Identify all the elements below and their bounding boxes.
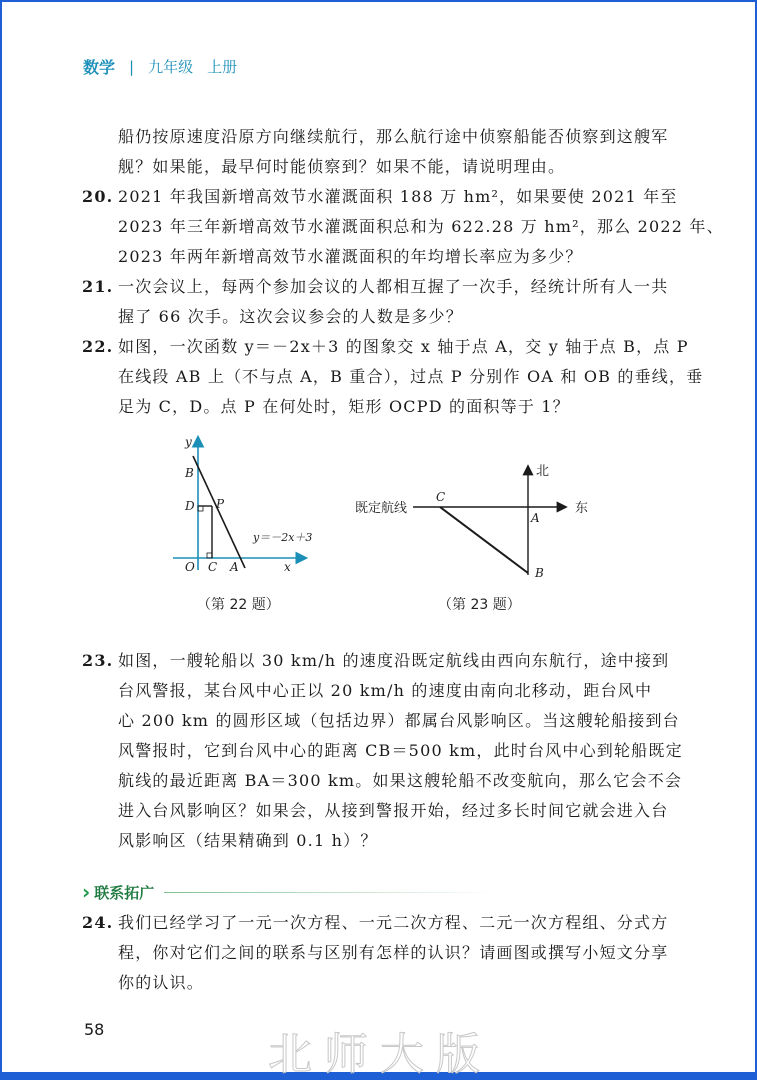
line-ab <box>193 456 245 568</box>
label-b23: B <box>535 566 544 580</box>
header-separator: | <box>129 57 135 76</box>
text-line: 进入台风影响区？如果会，从接到警报开始，经过多长时间它就会进入台 <box>118 801 669 820</box>
label-x: x <box>284 560 291 574</box>
problem-20: 20. 2021 年我国新增高效节水灌溉面积 188 万 hm²，如果要使 2021 年至 <box>82 182 682 212</box>
watermark: 北师大版 <box>268 1029 492 1080</box>
problem-number: 21. <box>82 277 114 296</box>
problem-24-block <box>82 908 682 998</box>
page-header <box>83 55 237 78</box>
equation-label: y＝－2x＋3 <box>253 531 313 544</box>
text-line: 2023 年两年新增高效节水灌溉面积的年均增长率应为多少？ <box>118 247 583 266</box>
problem-22: 22. 如图，一次函数 y＝－2x＋3 的图象交 x 轴于点 A，交 y 轴于点 B，点 P <box>82 332 682 362</box>
grade-label: 九年级 <box>148 58 194 76</box>
subject-label: 数学 <box>83 58 116 77</box>
label-p: P <box>216 497 225 511</box>
text-line: 航线的最近距离 BA＝300 km。如果这艘轮船不改变航向，那么它会不会 <box>118 771 683 790</box>
label-a: A <box>230 560 239 574</box>
problem-23: 23. 如图，一艘轮船以 30 km/h 的速度沿既定航线由西向东航行，途中接到 <box>82 646 682 676</box>
problem-24: 24. 我们已经学习了一元一次方程、一元二次方程、二元一次方程组、分式方 <box>82 908 682 938</box>
volume-label: 上册 <box>207 58 238 76</box>
figure-22-caption: （第 22 题） <box>197 597 280 613</box>
east-label: 东 <box>575 501 589 516</box>
figure-22 <box>165 430 325 580</box>
label-a23: A <box>531 511 540 525</box>
problems-top <box>82 122 724 422</box>
label-o: O <box>185 560 195 574</box>
text-line: 在线段 AB 上（不与点 A，B 重合），过点 P 分别作 OA 和 OB 的垂线，垂 <box>118 367 704 386</box>
problem-number: 23. <box>82 651 114 670</box>
text-line: 程，你对它们之间的联系与区别有怎样的认识？请画图或撰写小短文分享 <box>118 943 669 962</box>
label-c: C <box>208 560 218 574</box>
segment-cb <box>440 507 528 573</box>
text-line: 船仍按原速度沿原方向继续航行，那么航行途中侦察船能否侦察到这艘军 <box>118 127 669 146</box>
problem-23-block <box>82 646 682 856</box>
label-d: D <box>185 499 195 513</box>
chevron-right-icon: › <box>82 880 91 904</box>
problem-number: 20. <box>82 187 114 206</box>
section-rule <box>164 892 494 893</box>
problem-number: 24. <box>82 913 114 932</box>
text-line: 台风警报，某台风中心正以 20 km/h 的速度由南向北移动，距台风中 <box>118 681 653 700</box>
problem-number: 22. <box>82 337 114 356</box>
north-label: 北 <box>536 464 550 479</box>
section-heading <box>82 880 494 904</box>
text-line: 舰？如果能，最早何时能侦察到？如果不能，请说明理由。 <box>118 157 566 176</box>
figure-23 <box>355 455 605 590</box>
label-c23: C <box>436 490 446 504</box>
section-title: 联系拓广 <box>94 883 155 902</box>
page-number: 58 <box>84 1020 105 1039</box>
text-line: 心 200 km 的圆形区域（包括边界）都属台风影响区。当这艘轮船接到台 <box>118 711 680 730</box>
label-y: y <box>185 435 192 449</box>
text-line: 足为 C，D。点 P 在何处时，矩形 OCPD 的面积等于 1？ <box>118 397 570 416</box>
label-b: B <box>185 466 194 480</box>
text-line: 风影响区（结果精确到 0.1 h）？ <box>118 831 378 850</box>
text-line: 风警报时，它到台风中心的距离 CB＝500 km，此时台风中心到轮船既定 <box>118 741 683 760</box>
figure-23-caption: （第 23 题） <box>438 597 521 613</box>
route-label: 既定航线 <box>355 501 408 516</box>
text-line: 握了 66 次手。这次会议参会的人数是多少？ <box>118 307 463 326</box>
text-line: 你的认识。 <box>118 973 205 992</box>
problem-21: 21. 一次会议上，每两个参加会议的人都相互握了一次手，经统计所有人一共 <box>82 272 682 302</box>
text-line: 2023 年三年新增高效节水灌溉面积总和为 622.28 万 hm²，那么 2022 年、 <box>118 217 724 236</box>
